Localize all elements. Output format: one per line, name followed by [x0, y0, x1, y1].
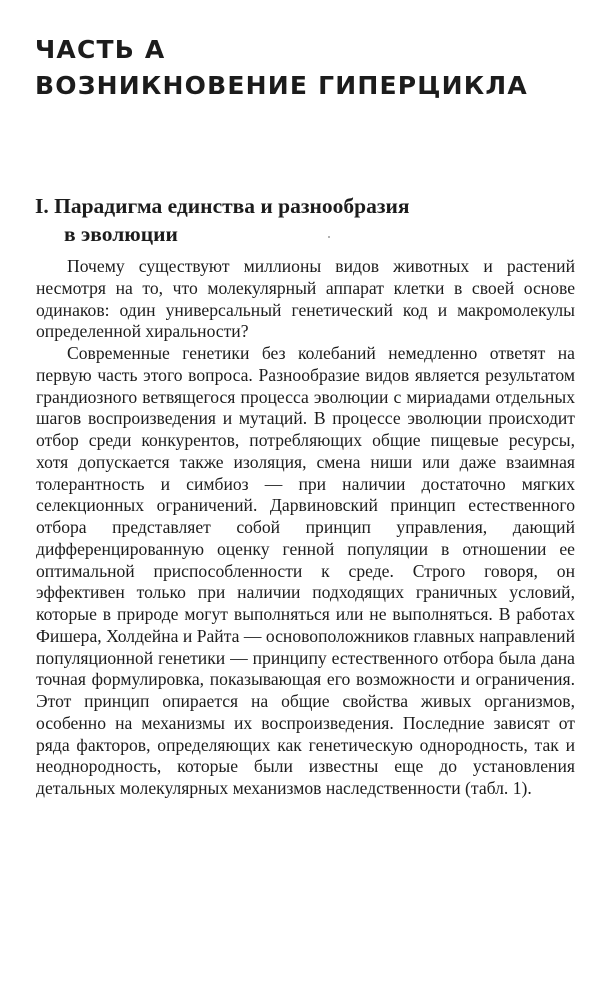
- part-heading: [35, 32, 528, 104]
- paragraph-1: Почему существуют миллионы видов животных и растений несмотря на то, что молекулярный аппарат клетки в своей основе одинаков: один универсальный генетический код и макромолекулы определенной хиральности?: [36, 256, 575, 342]
- part-title: ВОЗНИКНОВЕНИЕ ГИПЕРЦИКЛА: [35, 71, 528, 100]
- paragraph-2: Современные генетики без колебаний немедленно ответят на первую часть этого вопроса. Разнообразие видов является результатом грандиозного ветвящегося процесса эволюции с мириадами отдельных шагов воспроизведения и мутаций. В процессе эволюции происходит отбор среди конкурентов, потребляющих общие пищевые ресурсы, хотя допускается также изоляция, смена ниши или даже взаимная толерантность и симбиоз — при наличии достаточно мягких селекционных ограничений. Дарвиновский принцип естественного отбора представляет собой принцип управления, дающий дифференцированную оценку генной популяции в отношении ее оптимальной приспособленности к среде. Строго говоря, он эффективен только при наличии подходящих граничных условий, которые в природе могут выполняться или не выполняться. В работах Фишера, Холдейна и Райта — основоположников главных направлений популяционной генетики — принципу естественного отбора была дана точная формулировка, показывающая его возможности и ограничения. Этот принцип опирается на общие свойства живых организмов, особенно на механизмы их воспроизведения. Последние зависят от ряда факторов, определяющих как генетическую однородность, так и неоднородность, которые были известны еще до установления детальных молекулярных механизмов наследственности (табл. 1).: [36, 343, 575, 798]
- chapter-title-line-2: в эволюции: [64, 222, 178, 246]
- part-label: ЧАСТЬ А: [35, 35, 166, 64]
- print-speck: [328, 236, 330, 238]
- body-text: [36, 256, 575, 800]
- chapter-title-line-1: I. Парадигма единства и разнообразия: [35, 194, 410, 218]
- chapter-heading: [35, 192, 575, 248]
